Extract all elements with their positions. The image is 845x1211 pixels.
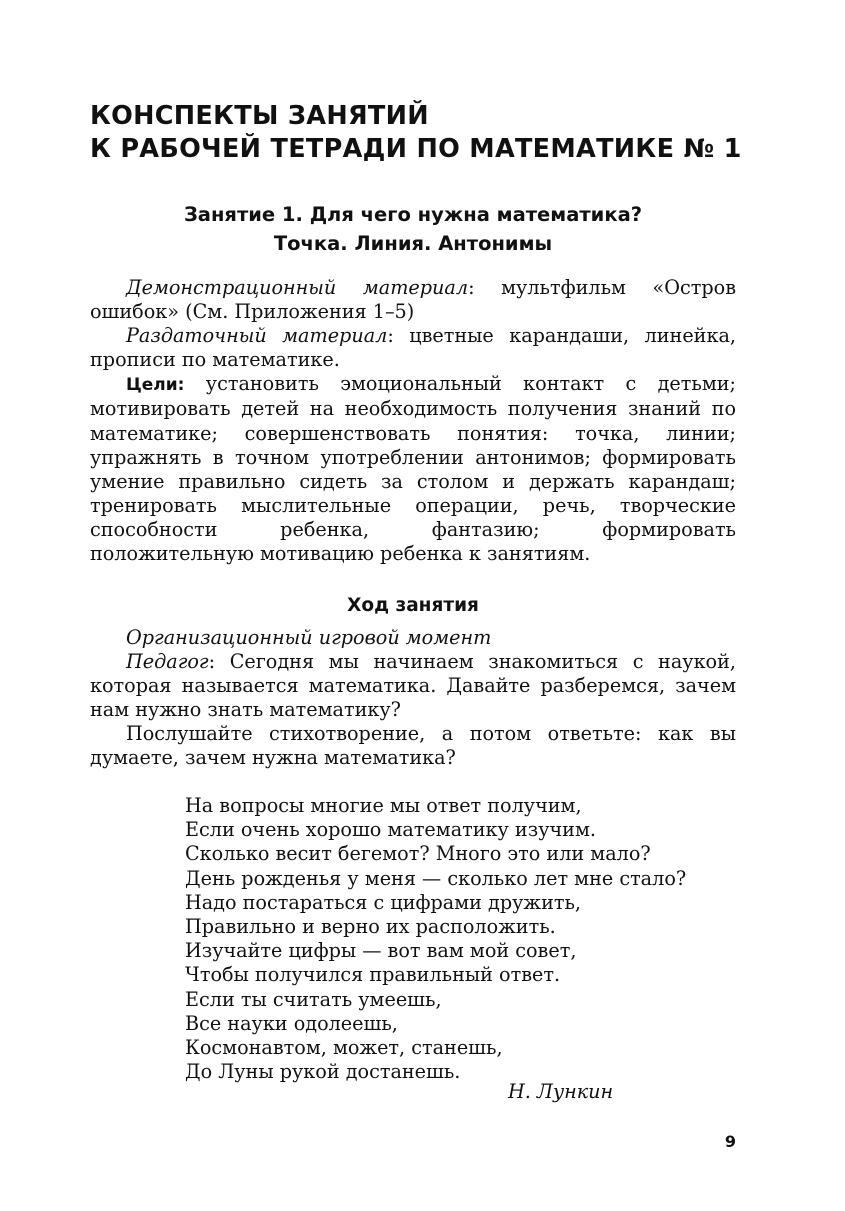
lesson-title-line-2: Точка. Линия. Антонимы (273, 232, 553, 255)
poem-line: Правильно и верно их расположить. (185, 915, 556, 939)
goals-label: Цели: (126, 375, 185, 396)
poem-line: Надо постараться с цифрами дружить, (185, 890, 582, 914)
section-heading-lesson-course: Ход занятия (347, 595, 479, 616)
goals-text: установить эмоциональный контакт с детьми; мотивировать детей на необходимость получения знаний по математике; совершенствовать понятия: точка, линии; упражнять в точном употреблении антонимов; формировать умение правильно сидеть за столом и держать карандаш; тренировать мыслительные операции, речь, творческие способности ребенка, фантазию; формировать положительную мотивацию ребенка к занятиям. (90, 372, 736, 566)
goals-paragraph (90, 372, 736, 566)
teacher-speech-paragraph (90, 650, 736, 722)
handout-material-paragraph (90, 324, 736, 372)
poem-line: День рожденья у меня — сколько лет мне стало? (185, 866, 687, 890)
teacher-label: Педагог (126, 650, 209, 674)
poem-line: На вопросы многие мы ответ получим, (185, 794, 582, 817)
page-title-line-2: К РАБОЧЕЙ ТЕТРАДИ ПО МАТЕМАТИКЕ № 1 (90, 134, 742, 164)
lesson-title-line-1: Занятие 1. Для чего нужна математика? (183, 203, 643, 226)
poem-line: Если очень хорошо математику изучим. (185, 818, 596, 842)
poem-line: Все науки одолеешь, (185, 1011, 398, 1035)
page-number: 9 (724, 1132, 736, 1151)
handout-material-text: : цветные карандаши, линейка, прописи по математике. (90, 324, 737, 372)
demo-material-label: Демонстрационный материал (126, 276, 469, 299)
poem (185, 794, 745, 1084)
poem-line: Космонавтом, может, станешь, (185, 1036, 503, 1060)
poem-line: Чтобы получился правильный ответ. (185, 963, 561, 987)
poem-line: Сколько весит бегемот? Много это или мало? (185, 842, 651, 866)
teacher-speech-text: : Сегодня мы начинаем знакомиться с наукой, которая называется математика. Давайте разберемся, зачем нам нужно знать математику? (90, 650, 736, 722)
lesson-course-block (90, 626, 736, 771)
organizational-moment (90, 626, 736, 650)
page-title (90, 100, 790, 166)
lesson-title (90, 200, 736, 258)
poem-line: Если ты считать умеешь, (185, 987, 442, 1011)
poem-author: Н. Лункин (508, 1080, 614, 1103)
page-title-line-1: КОНСПЕКТЫ ЗАНЯТИЙ (90, 101, 429, 131)
poem-line: До Луны рукой достанешь. (185, 1060, 461, 1084)
demo-material-paragraph (90, 276, 736, 324)
organizational-moment-text: Организационный игровой момент (126, 626, 492, 649)
lesson-materials-block (90, 276, 736, 566)
poem-line: Изучайте цифры — вот вам мой совет, (185, 939, 577, 963)
listen-instruction-paragraph: Послушайте стихотворение, а потом ответьте: как вы думаете, зачем нужна математика? (90, 722, 736, 770)
demo-material-text: : мультфильм «Остров ошибок» (См. Приложения 1–5) (90, 276, 736, 324)
handout-material-label: Раздаточный материал (126, 324, 388, 348)
